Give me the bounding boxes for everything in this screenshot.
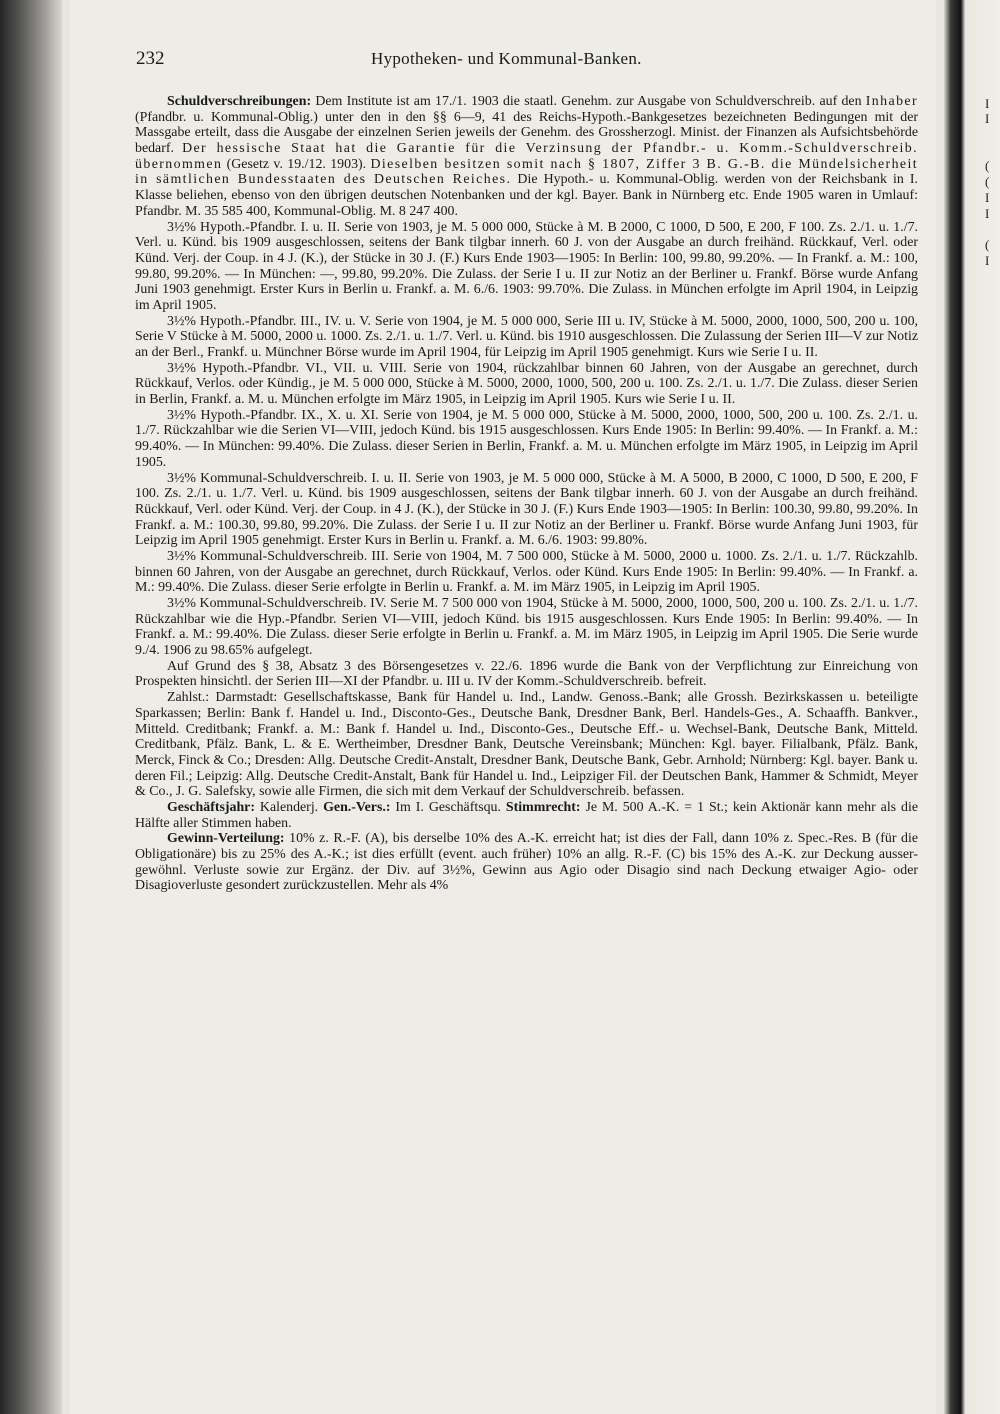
margin-fragment: ( <box>985 174 990 189</box>
text-run: 3½% Kommunal-Schuldverschreib. I. u. II. Serie von 1903, je M. 5 000 000, Stücke à M. A 5000, B 2000, C 1000, D 500, E 200, F 100. Zs. 2./1. u. 1./7. Verl. u. Künd. bis 1909 ausgeschlossen, seitens der Bank tilgbar innerh. 60 J. von der Ausgabe an durch freihänd. Rückkauf, Verl. oder Künd. Verj. der Coup. in 4 J. (K.), der Stücke in 30 J. (F.) Kurs Ende 1903—1905: In Berlin: 100.30, 99.80, 99.20%. In Frankf. a. M.: 100.30, 99.80, 99.20%. Die Zulass. der Serie I u. II zur Notiz an der Berliner u. Frankf. Börse wurde Anfang Juni 1903, für Leipzig im April 1905 genehmigt. Erster Kurs in Berlin u. Frankf. a. M. 6./6. 1903: 99.80%. <box>135 470 918 549</box>
paragraph <box>135 831 918 894</box>
text-run: Kalenderj. <box>254 799 324 815</box>
margin-fragment: I <box>985 96 990 111</box>
section-keyword: Schuldverschreibungen: <box>167 94 312 109</box>
paragraph <box>135 690 918 800</box>
spaced-emphasis: Dieselben besitzen somit nach § 1807, Ziffer 3 B. G.-B. die Mündelsicherheit in sämtlichen Bundesstaaten des Deutschen Reiches. <box>135 156 919 188</box>
text-run: 10% z. R.-F. (A), bis derselbe 10% des A.-K. erreicht hat; ist dies der Fall, dann 10% z. Spec.-Res. B (für die Obligationäre) bis zu 25% des A.-K.; ist dies erfüllt (event. auch früher) 10% an allg. R.-F. (C) bis 15% des A.-K. zur Deckung ausser-gewöhnl. Verluste sowie zur Ergänz. der Div. auf 3½%, Gewinn aus Agio oder Disagio sind nach Deckung etwaiger Agio- oder Disagioverluste gesondert zurückzustellen. Mehr als 4% <box>135 831 918 894</box>
text-run: Dem Institute ist am 17./1. 1903 die staatl. Genehm. zur Ausgabe von Schuldverschreib. auf den <box>311 94 866 109</box>
text-run: 3½% Hypoth.-Pfandbr. VI., VII. u. VIII. Serie von 1904, rückzahlbar binnen 60 Jahren, von der Ausgabe an gerechnet, durch Rückkauf, Verlos. oder Kündig., je M. 5 000 000, Stücke à M. 5000, 2000, 1000, 500, 200 u. 100. Zs. 2./1. u. 1./7. Die Zulass. dieser Serien in Berlin, Frankf. a. M. u. München erfolgte im März 1905, in Leipzig im April 1905. Kurs wie Serie I u. II. <box>135 360 918 408</box>
section-keyword: Geschäftsjahr: <box>167 799 255 815</box>
running-head <box>136 48 926 78</box>
text-run: 3½% Hypoth.-Pfandbr. I. u. II. Serie von 1903, je M. 5 000 000, Stücke à M. B 2000, C 1000, D 500, E 200, F 100. Zs. 2./1. u. 1./7. Verl. u. Künd. bis 1909 ausgeschlossen, seitens der Bank tilgbar innerh. 60 J. von der Ausgabe an durch freihänd. Rückkauf, Verl. oder Künd. Verj. der Coup. in 4 J. (K.), der Stücke in 30 J. (F.) Kurs Ende 1903—1905: In Berlin: 100, 99.80, 99.20%. — In Frankf. a. M.: 100, 99.80, 99.20%. — In München: —, 99.80, 99.20%. Die Zulass. der Serie I u. II zur Notiz an der Berliner u. Frankf. Börse wurde Anfang Juni 1903 genehmigt. Erster Kurs in Berlin u. Frankf. a. M. 6./6. 1903: 99.70%. Die Zulass. in München erfolgte im April 1904, in Leipzig im April 1905. <box>135 219 918 313</box>
text-run: Je M. 500 A.-K. = 1 St.; kein Aktionär kann mehr als die Hälfte aller Stimmen haben. <box>135 799 918 831</box>
paragraph <box>135 94 918 220</box>
text-run: Die Hypoth.- u. Kommunal-Oblig. werden von der Reichsbank in I. Klasse beliehen, ebenso von den übrigen deutschen Notenbanken und der kgl. Bayer. Bank in Nürnberg etc. Ende 1905 waren in Umlauf: Pfandbr. M. 35 585 400, Kommunal-Oblig. M. 8 247 400. <box>135 172 919 219</box>
paragraph <box>135 800 918 831</box>
book-gutter-left <box>0 0 62 1414</box>
paragraph <box>135 220 918 314</box>
margin-fragment: ( <box>985 237 990 252</box>
paragraph <box>135 314 918 361</box>
page-title: Hypotheken- und Kommunal-Banken. <box>371 49 642 68</box>
paragraph <box>135 659 918 690</box>
paragraph <box>135 596 918 659</box>
text-run: (Gesetz v. 19./12. 1903). <box>222 156 371 172</box>
text-run: Auf Grund des § 38, Absatz 3 des Börsengesetzes v. 22./6. 1896 wurde die Bank von der Verpflichtung zur Einreichung von Prospekten hinsichtl. der Serien III—XI der Pfandbr. u. III u. IV der Komm.-Schuldverschreib. befreit. <box>135 658 918 690</box>
text-run: (Pfandbr. u. Kommunal-Oblig.) unter den in den §§ 6—9, 41 des Reichs-Hypoth.-Bankgesetzes bezeichneten Bedingungen mit der Massgabe erteilt, dass die Ausgabe der einzelnen Serien jeweils der Genehm. des Grossherzogl. Minist. der Finanzen als Aufsichtsbehörde bedarf. <box>135 109 918 157</box>
spaced-emphasis: Inhaber <box>865 94 918 109</box>
margin-fragment: I <box>985 190 990 205</box>
paragraph <box>135 361 918 408</box>
text-run: 3½% Kommunal-Schuldverschreib. IV. Serie M. 7 500 000 von 1904, Stücke à M. 5000, 2000, 1000, 500, 200 u. 100. Zs. 2./1. u. 1./7. Rückzahlbar wie die Hyp.-Pfandbr. Serien VI—VIII, jedoch Künd. bis 1915 ausgeschlossen. Kurs Ende 1905: In Berlin: 99.40%. — In Frankf. a. M.: 99.40%. Die Zulass. dieser Serie erfolgte in Berlin u. Frankf. a. M. im März 1905, in Leipzig im April 1905. Die Serie wurde 9./4. 1906 zu 98.65% aufgelegt. <box>135 596 918 659</box>
section-keyword: Gen.-Vers.: <box>323 799 391 815</box>
spaced-emphasis: Der hessische Staat hat die Garantie für die Verzinsung der Pfandbr.- u. Komm.-Schuldverschreib. übernommen <box>135 141 919 172</box>
paragraph <box>135 549 918 596</box>
margin-fragment: I <box>985 253 990 268</box>
margin-fragment: I <box>985 206 990 221</box>
text-run: 3½% Kommunal-Schuldverschreib. III. Serie von 1904, M. 7 500 000, Stücke à M. 5000, 2000 u. 1000. Zs. 2./1. u. 1./7. Rückzahlb. binnen 60 Jahren, von der Ausgabe an gerechnet, durch Rückkauf, Verlos. oder Künd. Kurs Ende 1905: In Berlin: 99.40%. — In Frankf. a. M.: 99.40%. Die Zulass. dieser Serie erfolgte in Berlin u. Frankf. a. M. im März 1905, in Leipzig im April 1905. <box>135 548 918 596</box>
book-gutter-right <box>944 0 1000 1414</box>
page-number: 232 <box>136 48 165 69</box>
text-run: 3½% Hypoth.-Pfandbr. IX., X. u. XI. Serie von 1904, je M. 5 000 000, Stücke à M. 5000, 2000, 1000, 500, 200 u. 100. Zs. 2./1. u. 1./7. Rückzahlbar wie die Serien VI—VIII, jedoch Künd. bis 1915 ausgeschlossen. Kurs Ende 1905: In Berlin: 99.40%. — In Frankf. a. M.: 99.40%. — In München: 99.40%. Die Zulass. dieser Serien in Berlin, Frankf. a. M. u. München erfolgte im März 1905, in Leipzig im April 1905. <box>135 407 918 470</box>
text-run: 3½% Hypoth.-Pfandbr. III., IV. u. V. Serie von 1904, je M. 5 000 000, Serie III u. IV, Stücke à M. 5000, 2000, 1000, 500, 200 u. 100, Serie V Stücke à M. 5000, 2000 u. 1000. Zs. 2./1. u. 1./7. Verl. u. Künd. bis 1910 ausgeschlossen. Die Zulassung der Serien III—V zur Notiz an der Berl., Frankf. u. Münchner Börse wurde im April 1904, für Leipzig im April 1905 genehmigt. Kurs wie Serie I u. II. <box>135 313 918 360</box>
text-run: Zahlst.: Darmstadt: Gesellschaftskasse, Bank für Handel u. Ind., Landw. Genoss.-Bank; alle Grossh. Bezirkskassen u. beteiligte Sparkassen; Berlin: Bank f. Handel u. Ind., Disconto-Ges., Deutsche Bank, Dresdner Bank, Berl. Handels-Ges., A. Schaaffh. Bankver., Mitteld. Creditbank; Frankf. a. M.: Bank f. Handel u. Ind., Disconto-Ges., Deutsche Eff.- u. Wechsel-Bank, Deutsche Bank, Mitteld. Creditbank, Pfälz. Bank, L. & E. Wertheimber, Dresdner Bank, Deutsche Vereinsbank; München: Kgl. bayer. Filialbank, Pfälz. Bank, Merck, Finck & Co.; Dresden: Allg. Deutsche Credit-Anstalt, Dresdner Bank, Deutsche Bank, Gebr. Arnhold; Nürnberg: Kgl. bayer. Bank u. deren Fil.; Leipzig: Allg. Deutsche Credit-Anstalt, Bank für Handel u. Ind., Leipziger Fil. der Deutschen Bank, Hammer & Schmidt, Meyer & Co., J. G. Salefsky, sowie alle Firmen, die sich mit dem Verkauf der Schuldverschreib. befassen. <box>135 690 918 800</box>
margin-fragment: I <box>985 111 990 126</box>
section-keyword: Stimmrecht: <box>505 799 581 815</box>
margin-fragment: ( <box>985 158 990 173</box>
paragraph <box>135 408 918 471</box>
paragraph <box>135 471 918 549</box>
body-text <box>135 94 918 894</box>
text-run: Im I. Geschäftsqu. <box>390 799 506 815</box>
section-keyword: Gewinn-Verteilung: <box>167 831 285 847</box>
